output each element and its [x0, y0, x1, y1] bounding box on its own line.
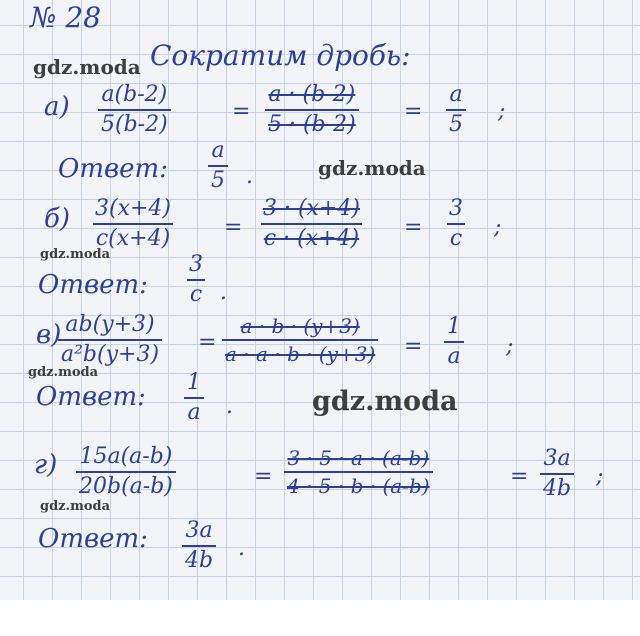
fraction-a-original — [98, 84, 171, 136]
semicolon: ; — [498, 99, 506, 124]
answer-label: Ответ: — [38, 524, 148, 554]
numerator: 1 — [447, 314, 461, 339]
period: . — [238, 536, 245, 561]
numerator: ab(y+3) — [65, 312, 155, 337]
problem-label-v: в) — [36, 320, 62, 350]
numerator: a · b · (y+3) — [240, 314, 360, 338]
fraction-v-result — [444, 316, 464, 368]
numerator: 1 — [187, 370, 201, 395]
fraction-g-original — [76, 446, 176, 498]
answer-a-fraction — [208, 140, 228, 192]
answer-label: Ответ: — [58, 154, 168, 184]
watermark: gdz.moda — [33, 55, 141, 79]
denominator: a — [184, 397, 203, 424]
numerator: a · (b-2) — [268, 82, 356, 107]
answer-g-fraction — [182, 520, 216, 572]
numerator: a(b-2) — [101, 82, 168, 107]
equals-sign: = — [404, 215, 423, 240]
denominator: 5 — [446, 109, 466, 136]
semicolon: ; — [506, 334, 514, 359]
answer-label: Ответ: — [38, 270, 148, 300]
denominator: a · a · b · (y+3) — [222, 339, 378, 364]
page-bottom-margin — [0, 600, 640, 636]
problem-label-g: г) — [34, 450, 58, 480]
answer-label: Ответ: — [36, 382, 146, 412]
denominator: c — [187, 279, 205, 306]
watermark: gdz.moda — [40, 499, 111, 514]
numerator: a — [449, 82, 463, 107]
fraction-a-result — [446, 84, 466, 136]
equals-sign: = — [404, 99, 423, 124]
equals-sign: = — [198, 330, 217, 355]
denominator: 4 · 5 · b · (a-b) — [284, 471, 433, 496]
numerator: 3 · 5 · a · (a-b) — [287, 446, 430, 470]
period: . — [220, 280, 227, 305]
numerator: 3(x+4) — [95, 196, 172, 221]
denominator: c(x+4) — [93, 223, 173, 250]
equals-sign: = — [510, 464, 529, 489]
denominator: 20b(a-b) — [76, 471, 176, 498]
period: . — [246, 164, 253, 189]
fraction-a-factored — [265, 84, 359, 136]
denominator: 5 · (b-2) — [265, 109, 359, 136]
numerator: 3 — [189, 252, 203, 277]
equals-sign: = — [224, 215, 243, 240]
fraction-b-factored — [260, 198, 363, 250]
problem-label-b: б) — [44, 204, 71, 234]
instruction-text: Сократим дробь: — [150, 39, 411, 72]
fraction-v-original — [58, 314, 162, 366]
equals-sign: = — [404, 334, 423, 359]
watermark: gdz.moda — [28, 365, 99, 380]
denominator: 4b — [182, 545, 216, 572]
numerator: 3 · (x+4) — [263, 196, 360, 221]
denominator: 5 — [208, 165, 228, 192]
equals-sign: = — [254, 464, 273, 489]
denominator: a²b(y+3) — [58, 339, 162, 366]
fraction-g-result — [540, 448, 574, 500]
denominator: a — [444, 341, 463, 368]
denominator: c — [447, 223, 465, 250]
numerator: 3 — [449, 196, 463, 221]
semicolon: ; — [494, 215, 502, 240]
watermark: gdz.moda — [312, 386, 458, 417]
answer-b-fraction — [186, 254, 206, 306]
watermark: gdz.moda — [318, 156, 426, 180]
answer-v-fraction — [184, 372, 204, 424]
fraction-b-original — [92, 198, 174, 250]
problem-label-a: а) — [44, 92, 70, 122]
numerator: 3a — [543, 446, 571, 471]
numerator: 3a — [185, 518, 213, 543]
denominator: 5(b-2) — [98, 109, 171, 136]
numerator: a — [211, 138, 225, 163]
numerator: 15a(a-b) — [79, 444, 173, 469]
denominator: c · (x+4) — [261, 223, 362, 250]
exercise-number: № 28 — [30, 1, 102, 34]
period: . — [226, 394, 233, 419]
watermark: gdz.moda — [40, 247, 111, 262]
equals-sign: = — [232, 99, 251, 124]
fraction-b-result — [446, 198, 466, 250]
fraction-g-factored — [284, 448, 433, 496]
denominator: 4b — [540, 473, 574, 500]
fraction-v-factored — [222, 316, 378, 364]
semicolon: ; — [596, 464, 604, 489]
